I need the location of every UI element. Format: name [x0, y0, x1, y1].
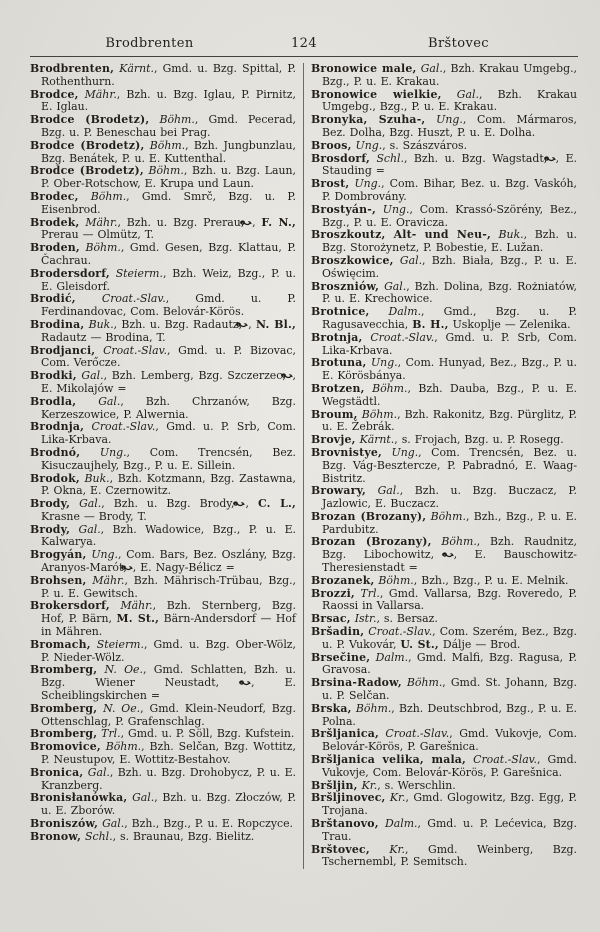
gazetteer-entry	[30, 319, 296, 345]
entry-text: , Bzh. u. Bzg. Laun, P. Ober-Rotschow, E. Krupa und Laun.	[41, 164, 296, 191]
entry-text: , E. Stauding =	[322, 151, 577, 178]
entry-text: , Com. Szerém, Bez., Bzg. u. P. Vukovár,	[322, 625, 577, 651]
entry-region: Buk.	[84, 317, 114, 331]
gazetteer-entry	[311, 89, 577, 115]
gazetteer-entry	[30, 498, 296, 524]
entry-text: , Com. Hunyad, Bez., Bzg., P. u. E. Körösbánya.	[322, 356, 577, 383]
entry-headword: Broos,	[311, 138, 352, 152]
gazetteer-entry	[30, 792, 296, 818]
entry-text: , E. Bauschowitz-Theresienstadt =	[322, 548, 577, 575]
entry-headword: Brodce (Brodetz),	[30, 164, 144, 178]
entry-headword: U. St.,	[400, 637, 439, 651]
gazetteer-entry	[30, 63, 296, 89]
entry-text: , Gmd. u. P. Ferdinandovac, Com. Belovár-Körös.	[41, 292, 296, 319]
entry-headword: M. St.,	[116, 612, 160, 626]
gazetteer-entry	[311, 728, 577, 754]
gazetteer-entry	[311, 357, 577, 383]
entry-headword: Bronisłanówka,	[30, 791, 128, 805]
entry-region: Schl.	[81, 829, 113, 843]
entry-headword: Brodce (Brodetz),	[30, 138, 145, 152]
entry-text: , Com. Trencsén, Bez. u. Bzg. Vág-Besztercze, P. Pabradnó, E. Waag-Bistritz.	[322, 445, 577, 485]
entry-region: Kr.	[385, 791, 406, 805]
entry-headword: Brsečine,	[311, 650, 371, 664]
entry-region: Gal.	[393, 253, 423, 267]
entry-text: , Gmd. Gesen, Bzg. Klattau, P. Čachrau.	[41, 241, 296, 267]
entry-text: , Gmd. Malfi, Bzg. Ragusa, P. Gravosa.	[322, 650, 577, 677]
entry-region: Croat.-Slav.	[378, 727, 450, 741]
entry-headword: Brohsen,	[30, 573, 87, 587]
header-rule	[30, 56, 578, 57]
entry-region: Trl.	[97, 727, 121, 741]
page-header	[30, 36, 578, 51]
entry-headword: Broszniów,	[311, 279, 380, 293]
gazetteer-entry	[30, 767, 296, 793]
entry-region: Ung.	[86, 548, 118, 562]
entry-text: , Bzh. u. Bzg. Drohobycz, P. u. E. Kranzberg.	[41, 765, 296, 792]
entry-headword: Bronica,	[30, 765, 84, 779]
gazetteer-entry	[30, 575, 296, 601]
entry-headword: Brovnistye,	[311, 445, 383, 459]
entry-text: , Bzh., Bzg., P. u. E. Pardubitz.	[322, 509, 577, 536]
gazetteer-entry	[30, 421, 296, 447]
entry-region: Steierm.	[109, 266, 163, 280]
entry-region: Ung.	[80, 445, 127, 459]
entry-text: , Gmd., Bzg. u. P. Ragusavecchia,	[322, 305, 577, 331]
entry-region: Böhm.	[431, 535, 477, 549]
entry-region: Croat.-Slav.	[95, 343, 167, 357]
gazetteer-entry	[30, 524, 296, 550]
entry-text: Dálje — Brod.	[438, 637, 521, 651]
entry-headword: Brodce,	[30, 87, 79, 101]
entry-region: Gal.	[76, 369, 104, 383]
entry-region: Gal.	[98, 817, 125, 831]
entry-headword: Bršljinovec,	[311, 791, 386, 805]
entry-headword: Brody,	[30, 522, 71, 536]
entry-headword: Brozanek,	[311, 573, 375, 587]
entry-headword: Brodla,	[30, 394, 77, 408]
column-divider	[303, 63, 304, 869]
gazetteer-entry	[311, 332, 577, 358]
header-guide-right: Brštovec	[427, 36, 489, 51]
entry-text: , s. Werschlin.	[377, 778, 456, 792]
gazetteer-entry	[30, 741, 296, 767]
entry-text: , Bzh. Mährisch-Trübau, Bzg., P. u. E. Gewitsch.	[41, 573, 296, 600]
gazetteer-entry	[311, 383, 577, 409]
entry-region: Croat.-Slav.	[364, 625, 433, 639]
entry-headword: Bromberg,	[30, 727, 98, 741]
entry-text: , E. Mikolajów =	[41, 369, 297, 395]
entry-headword: Brodersdorf,	[30, 266, 110, 280]
gazetteer-entry	[311, 178, 577, 204]
entry-region: Gal.	[76, 394, 121, 408]
entry-region: Schl.	[370, 151, 404, 165]
entry-region: Kr.	[357, 778, 378, 792]
entry-text: , Bzh. Rakonitz, Bzg. Pürglitz, P. u. E. Žebrák.	[322, 407, 577, 434]
entry-text: , Com. Mármaros, Bez. Dolha, Bzg. Huszt, P. u. E. Dolha.	[322, 113, 577, 139]
gazetteer-entry	[30, 664, 296, 702]
gazetteer-entry	[30, 549, 296, 575]
entry-region: Ung.	[349, 177, 382, 191]
entry-region: Kärnt.	[114, 62, 154, 75]
entry-headword: Broden,	[30, 241, 80, 255]
gazetteer-entry	[311, 844, 577, 870]
gazetteer-entry	[311, 588, 577, 614]
entry-headword: Brosdorf,	[311, 151, 370, 165]
entry-headword: Brozan (Brozany),	[311, 509, 427, 523]
entry-headword: Bršljin,	[311, 778, 358, 792]
entry-headword: Brštanovo,	[311, 817, 379, 831]
entry-region: Gal.	[379, 279, 407, 293]
entry-region: Gal.	[441, 87, 479, 101]
gazetteer-entry	[311, 63, 577, 89]
entry-headword: Bršadin,	[311, 625, 365, 639]
entry-text: , Bzh. Dauba, Bzg., P. u. E. Wegstädtl.	[322, 381, 577, 408]
entry-text: , E. Nagy-Bélicz =	[132, 561, 235, 575]
entry-headword: Bronowice wielkie,	[311, 87, 442, 101]
gazetteer-entry	[311, 306, 577, 332]
entry-region: Böhm.	[374, 573, 414, 587]
gazetteer-entry	[30, 600, 296, 638]
entry-headword: Brozan (Brozany),	[311, 535, 432, 549]
entry-headword: Bronyka, Szuha-,	[311, 113, 426, 127]
entry-text: , Bzh. Deutschbrod, Bzg., P. u. E. Polna.	[322, 701, 578, 728]
entry-text: , Gmd. St. Johann, Bzg. u. P. Selčan.	[322, 676, 577, 703]
gazetteer-entry	[311, 204, 577, 230]
entry-region: Mähr.	[78, 87, 117, 101]
entry-text: , Bzh. u. Bzg. Wagstadt,	[404, 151, 554, 165]
entry-text: , Gmd. Schlatten, Bzh. u. Bzg. Wiener Neustadt,	[41, 663, 296, 690]
entry-region: Croat.-Slav.	[466, 753, 538, 767]
entry-headword: F. N.,	[261, 215, 296, 229]
entry-text: , Bzh. Lemberg, Bzg. Szczerzec,	[103, 369, 291, 383]
entry-text: , Bzh. u. Bzg. Buczacz, P. Jazlowic, E. Buczacz.	[322, 484, 577, 511]
entry-region: Buk.	[79, 471, 110, 485]
gazetteer-entry	[30, 114, 296, 140]
entry-headword: Brodce (Brodetz),	[30, 113, 150, 127]
entry-headword: Bršljanica velika, mala,	[311, 753, 467, 767]
entry-headword: Brody,	[30, 497, 71, 511]
entry-region: Mähr.	[109, 599, 153, 613]
entry-region: Böhm.	[149, 113, 195, 127]
entry-text: ,	[245, 497, 258, 511]
entry-headword: Brogyán,	[30, 548, 87, 562]
gazetteer-entry	[311, 409, 577, 435]
entry-headword: Brotnice,	[311, 305, 370, 319]
entry-text: , Gmd. u. Bzg. Spittal, P. Rothenthurn.	[41, 62, 296, 88]
entry-region: Gal.	[70, 522, 101, 536]
gazetteer-entry	[30, 831, 296, 844]
entry-text: , Gmd. Klein-Neudorf, Bzg. Ottenschlag, P. Grafenschlag.	[41, 701, 296, 728]
gazetteer-entry	[30, 191, 296, 217]
gazetteer-entry	[30, 140, 296, 166]
entry-headword: Brostyán-,	[311, 202, 376, 216]
entry-headword: Brodbrenten,	[30, 62, 115, 75]
entry-text: , Gmd. Vukovje, Com. Belovár-Körös, P. Garešnica.	[322, 727, 578, 754]
entry-headword: Browary,	[311, 484, 367, 498]
entry-region: Gal.	[366, 484, 400, 498]
entry-region: Böhm.	[426, 509, 466, 523]
entry-text: , Bzh. Sternberg, Bzg. Hof, P. Bärn,	[41, 599, 297, 626]
entry-text: , Gmd. u. P. Srb, Com. Lika-Krbava.	[41, 420, 297, 447]
entry-region: Böhm.	[79, 241, 121, 255]
entry-headword: Brozzi,	[311, 586, 355, 600]
entry-headword: Brodnó,	[30, 445, 81, 459]
entry-text: , Gmd. Vallarsa, Bzg. Roveredo, P. Raossi in Vallarsa.	[322, 586, 577, 613]
gazetteer-entry	[311, 485, 577, 511]
entry-headword: Brsina-Radow,	[311, 676, 402, 690]
entry-region: Buk.	[490, 228, 524, 242]
entry-text: , Bzh. Biała, Bzg., P. u. E. Oświęcim.	[322, 253, 577, 280]
gazetteer-entry	[311, 536, 577, 574]
entry-headword: Brodić,	[30, 292, 76, 306]
entry-headword: Brotzen,	[311, 381, 365, 395]
entry-text: , Com. Bihar, Bez. u. Bzg. Vaskóh, P. Dombrovány.	[322, 177, 577, 203]
entry-headword: Brodjanci,	[30, 343, 96, 357]
entry-text: , Gmd. u. P. Srb, Com. Lika-Krbava.	[322, 330, 577, 357]
entry-region: Croat.-Slav.	[75, 292, 166, 306]
gazetteer-entry	[30, 447, 296, 473]
gazetteer-entry	[30, 473, 296, 499]
entry-headword: Brokersdorf,	[30, 599, 110, 613]
entry-region: Böhm.	[364, 381, 408, 395]
gazetteer-entry	[311, 114, 577, 140]
entry-text: , Bzh. Krakau Umgebg., Bzg., P. u. E. Krakau.	[322, 62, 577, 88]
entry-text: , Bzh. u. Bzg. Brody,	[101, 497, 244, 511]
gazetteer-entry	[311, 677, 577, 703]
entry-text: Radautz — Brodina, T.	[41, 330, 166, 344]
entry-text: , Bzh. Wadowice, Bzg., P. u. E. Kalwarya.	[41, 522, 296, 549]
entry-region: Mähr.	[79, 215, 118, 229]
entry-headword: Brotuna,	[311, 356, 367, 370]
entry-text: , Gmd. Glogowitz, Bzg. Egg, P. Trojana.	[322, 791, 577, 818]
entry-region: Ung.	[375, 202, 410, 216]
entry-text: Krasne — Brody, T.	[41, 509, 147, 523]
entry-region: Gal.	[416, 62, 443, 75]
entry-region: Kärnt.	[355, 433, 395, 447]
entry-headword: Brost,	[311, 177, 350, 191]
entry-text: , Gmd. Smrč, Bzg. u. P. Eisenbrod.	[41, 189, 296, 216]
gazetteer-entry	[311, 626, 577, 652]
entry-headword: Brodina,	[30, 317, 85, 331]
gazetteer-entry	[30, 396, 296, 422]
gazetteer-entry	[311, 229, 577, 255]
gazetteer-entry	[311, 281, 577, 307]
entry-headword: Brštovec,	[311, 842, 370, 856]
gazetteer-entry	[30, 293, 296, 319]
entry-text: , Bzh. u. Bzg. Storożynetz, P. Bobestie, E. Lužan.	[322, 228, 577, 255]
entry-text: , Gmd. Weinberg, Bzg. Tschernembl, P. Semitsch.	[322, 842, 577, 869]
entry-region: Dalm.	[378, 817, 418, 831]
entry-text: , Gmd. u. P. Lećevica, Bzg. Trau.	[322, 817, 577, 843]
entry-headword: Bršljanica,	[311, 727, 379, 741]
entry-headword: Broum,	[311, 407, 358, 421]
entry-text: , Bzh. Selčan, Bzg. Wottitz, P. Neustupov, E. Wottitz-Bestahov.	[41, 740, 297, 767]
entry-headword: Bromovice,	[30, 740, 101, 754]
entry-headword: Brodok,	[30, 471, 80, 485]
gazetteer-entry	[30, 242, 296, 268]
entry-text: ,	[248, 317, 257, 331]
entry-text: , Gmd. Vukovje, Com. Belovár-Körös, P. Garešnica.	[322, 753, 578, 779]
entry-text: , Bzh. Dolina, Bzg. Rożniatów, P. u. E. Krechowice.	[322, 279, 577, 306]
entry-text: , Bzh., Bzg., P. u. E. Ropczyce.	[124, 817, 293, 831]
entry-region: Croat.-Slav.	[362, 330, 435, 344]
entry-text: , Bzh. u. Bzg. Złoczów, P. u. E. Zborów.	[41, 791, 296, 818]
entry-text: , Bzh. Chrzanów, Bzg. Kerzeszowice, P. Alwernia.	[41, 394, 296, 421]
entry-text: , Bzh. Jungbunzlau, Bzg. Benátek, P. u. E. Kuttenthal.	[41, 138, 296, 165]
entry-text: , s. Braunau, Bzg. Bielitz.	[112, 829, 255, 843]
entry-text: , Bzh. Kotzmann, Bzg. Zastawna, P. Okna, E. Czernowitz.	[41, 471, 296, 498]
entry-text: Uskoplje — Zelenika.	[448, 317, 571, 331]
entry-region: Istr.	[350, 612, 377, 626]
entry-region: Böhm.	[100, 740, 142, 754]
entry-headword: Broszkowice,	[311, 253, 394, 267]
entry-text: , Gmd. u. Bzg. Ober-Wölz, P. Nieder-Wölz.	[41, 637, 297, 664]
entry-text: , Bzh. u. Bzg. Radautz,	[113, 317, 247, 331]
entry-headword: Brodnja,	[30, 420, 85, 434]
entry-headword: Bromberg,	[30, 701, 98, 715]
entry-region: Steierm.	[90, 637, 144, 651]
left-column	[30, 63, 296, 869]
entry-headword: Brsac,	[311, 612, 351, 626]
entry-region: Ung.	[425, 113, 463, 127]
gazetteer-entry	[311, 511, 577, 537]
gazetteer-entry	[311, 153, 577, 179]
entry-region: Croat.-Slav.	[84, 420, 156, 434]
gazetteer-entry	[311, 754, 577, 780]
entry-region: N. Oe.	[97, 663, 143, 677]
entry-region: Böhm.	[357, 407, 398, 421]
header-guide-left: Brodbrenten	[105, 36, 194, 51]
gazetteer-entry	[311, 818, 577, 844]
entry-text: ,	[252, 215, 262, 229]
entry-text: Bärn-Andersdorf — Hof in Mähren.	[41, 612, 296, 639]
entry-text: , Bzh. u. Bzg. Iglau, P. Pirnitz, E. Iglau.	[41, 87, 297, 114]
entry-headword: Broszkoutz, Alt- und Neu-,	[311, 228, 491, 242]
text-columns	[30, 63, 578, 869]
entry-region: Ung.	[382, 445, 419, 459]
entry-headword: Brodek,	[30, 215, 80, 229]
entry-region: Böhm.	[401, 676, 443, 690]
entry-text: , s. Bersaz.	[376, 612, 438, 626]
entry-region: Dalm.	[370, 650, 409, 664]
entry-region: Gal.	[127, 791, 155, 805]
entry-region: Mähr.	[86, 573, 125, 587]
entry-region: N. Oe.	[97, 701, 141, 715]
entry-text: , Com. Krassó-Szörény, Bez., Bzg., P. u. E. Oravicza.	[322, 202, 577, 229]
gazetteer-entry	[311, 255, 577, 281]
entry-headword: Brotnja,	[311, 330, 363, 344]
entry-headword: Bromberg,	[30, 663, 98, 677]
entry-text: , s. Frojach, Bzg. u. P. Rosegg.	[394, 433, 564, 447]
entry-region: Ung.	[366, 356, 398, 370]
entry-region: Böhm.	[143, 164, 184, 178]
entry-text: , Bzh. Krakau Umgebg., Bzg., P. u. E. Krakau.	[322, 87, 577, 114]
gazetteer-entry	[30, 217, 296, 243]
gazetteer-entry	[30, 165, 296, 191]
entry-headword: Bronow,	[30, 829, 82, 843]
entry-headword: Bromach,	[30, 637, 91, 651]
entry-region: Kr.	[369, 842, 405, 856]
entry-region: Böhm.	[78, 189, 127, 203]
gazetteer-entry	[311, 447, 577, 485]
page-number: 124	[290, 36, 317, 51]
entry-headword: Brovje,	[311, 433, 356, 447]
gazetteer-entry	[30, 89, 296, 115]
entry-text: , Gmd. Pecerad, Bzg. u. P. Beneschau bei Prag.	[41, 113, 297, 139]
gazetteer-entry	[30, 345, 296, 371]
entry-text: , Com. Trencsén, Bez. Kisuczaujhely, Bzg., P. u. E. Sillein.	[41, 445, 296, 472]
entry-region: Böhm.	[351, 701, 392, 715]
entry-text: , Bzh. Weiz, Bzg., P. u. E. Gleisdorf.	[41, 266, 296, 293]
entry-text: , E. Scheiblingskirchen =	[41, 676, 296, 703]
gazetteer-entry	[30, 703, 296, 729]
entry-headword: Brodki,	[30, 369, 77, 383]
entry-text: , Com. Bars, Bez. Oszlány, Bzg. Aranyos-Marót,	[41, 548, 297, 575]
entry-text: , Gmd. u. P. Bizovac, Com. Verőcze.	[41, 343, 296, 370]
right-column	[311, 63, 577, 869]
entry-headword: Bronowice male,	[311, 62, 417, 75]
entry-region: Trl.	[354, 586, 380, 600]
entry-region: Dalm.	[369, 305, 422, 319]
entry-text: , Gmd. u. P. Söll, Bzg. Kufstein.	[120, 727, 295, 741]
entry-headword: C. L.,	[257, 497, 296, 511]
entry-region: Ung.	[351, 138, 383, 152]
gazetteer-entry	[311, 703, 577, 729]
gazetteer-entry	[30, 370, 296, 396]
entry-headword: N. Bl.,	[256, 317, 296, 331]
gazetteer-entry	[311, 652, 577, 678]
gazetteer-entry	[30, 639, 296, 665]
entry-text: , s. Szászváros.	[382, 138, 468, 152]
entry-text: , Bzh. u. Bzg. Prerau,	[117, 215, 251, 229]
entry-region: Gal.	[70, 497, 102, 511]
entry-region: Böhm.	[144, 138, 186, 152]
gazetteer-entry	[30, 268, 296, 294]
entry-headword: Broniszów,	[30, 817, 99, 831]
entry-region: Gal.	[83, 765, 110, 779]
entry-headword: Brodec,	[30, 189, 79, 203]
entry-headword: Brska,	[311, 701, 352, 715]
entry-text: , Bzh., Bzg., P. u. E. Melnik.	[413, 573, 569, 587]
entry-text: Prerau — Olmütz, T.	[41, 228, 154, 242]
entry-text: , Bzh. Raudnitz, Bzg. Libochowitz,	[322, 535, 578, 562]
entry-headword: B. H.,	[412, 317, 449, 331]
gazetteer-entry	[311, 792, 577, 818]
